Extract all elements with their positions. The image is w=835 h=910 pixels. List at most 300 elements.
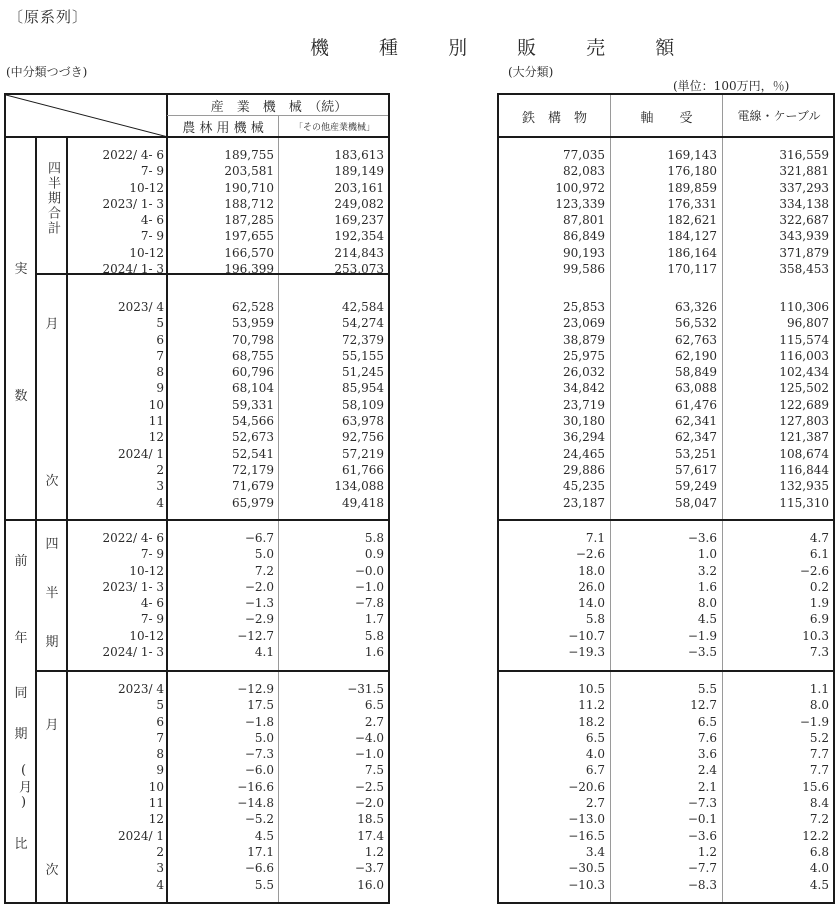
- column-bearing-actual-quarterly: [611, 147, 717, 277]
- table-cell: 10-12: [129, 180, 164, 195]
- table-cell: 62,763: [675, 332, 717, 347]
- table-cell: 322,687: [779, 213, 829, 228]
- table-cell: 71,679: [232, 479, 274, 494]
- table-cell: 5.5: [697, 682, 717, 696]
- column-other-yoy-quarterly: [280, 530, 384, 660]
- divider-horizontal: [167, 115, 388, 116]
- table-cell: −10.7: [568, 628, 605, 643]
- table-cell: −2.0: [354, 796, 384, 811]
- table-cell: 17.1: [247, 844, 274, 859]
- column-cable-actual-quarterly: [723, 147, 829, 277]
- table-cell: 214,843: [334, 245, 384, 260]
- page-title: 機 種 別 販 売 額: [310, 37, 697, 59]
- table-cell: 134,088: [334, 479, 384, 494]
- table-cell: 11: [148, 796, 164, 811]
- table-cell: 60,796: [232, 365, 274, 380]
- column-agri-actual-quarterly: [168, 147, 274, 277]
- table-cell: 7.7: [809, 747, 829, 762]
- table-cell: 5.2: [809, 730, 829, 745]
- table-cell: −16.5: [568, 828, 605, 843]
- table-cell: 110,306: [779, 300, 829, 314]
- table-cell: 334,138: [779, 196, 829, 211]
- section-divider: [6, 519, 388, 521]
- table-cell: 23,069: [563, 316, 605, 331]
- table-cell: 63,088: [675, 381, 717, 396]
- table-cell: 55,155: [342, 348, 384, 363]
- column-steel-actual-monthly: [499, 299, 605, 511]
- column-other-actual-monthly: [280, 299, 384, 511]
- table-cell: 10.5: [578, 682, 605, 696]
- label-yoy-6: 比: [14, 837, 28, 852]
- table-cell: 4- 6: [140, 596, 164, 611]
- table-cell: −7.7: [687, 861, 717, 876]
- table-cell: 59,331: [232, 397, 274, 412]
- table-cell: 68,104: [232, 381, 274, 396]
- table-cell: 2: [156, 844, 164, 859]
- label-month-top: 月: [45, 317, 59, 332]
- table-cell: 169,143: [667, 148, 717, 162]
- table-cell: 52,541: [232, 446, 274, 461]
- table-cell: 189,149: [334, 164, 384, 179]
- table-cell: 187,285: [224, 213, 274, 228]
- table-cell: 2.4: [697, 763, 717, 778]
- table-cell: 12: [148, 812, 164, 827]
- right-table: [497, 93, 835, 904]
- table-cell: 188,712: [224, 196, 274, 211]
- table-cell: 7.3: [809, 645, 829, 660]
- table-cell: 7- 9: [140, 164, 164, 179]
- unit-note: (単位：100万円，％): [673, 79, 790, 93]
- table-cell: 1.7: [364, 612, 384, 627]
- table-cell: 4.7: [809, 531, 829, 545]
- table-cell: 54,274: [342, 316, 384, 331]
- table-cell: 4.5: [254, 828, 274, 843]
- table-cell: −3.7: [354, 861, 384, 876]
- table-cell: 122,689: [779, 397, 829, 412]
- table-cell: −1.0: [354, 747, 384, 762]
- table-cell: −4.0: [354, 730, 384, 745]
- table-cell: 30,180: [563, 414, 605, 429]
- table-cell: 166,570: [224, 245, 274, 260]
- table-cell: 4: [156, 495, 164, 510]
- table-cell: 6.5: [697, 714, 717, 729]
- table-cell: −13.0: [568, 812, 605, 827]
- table-cell: 192,354: [334, 229, 384, 244]
- table-cell: 5.8: [364, 531, 384, 545]
- table-cell: 58,849: [675, 365, 717, 380]
- table-cell: 56,532: [675, 316, 717, 331]
- label-yoy-5: (月): [16, 763, 31, 812]
- table-cell: 90,193: [563, 245, 605, 260]
- table-cell: 316,559: [779, 148, 829, 162]
- table-cell: 176,331: [667, 196, 717, 211]
- table-cell: 196,399: [224, 262, 274, 277]
- column-cable-yoy-monthly: [723, 681, 829, 893]
- table-cell: 123,339: [555, 196, 605, 211]
- table-cell: 23,719: [563, 397, 605, 412]
- table-cell: 12.7: [690, 698, 717, 713]
- table-cell: 61,766: [342, 462, 384, 477]
- table-cell: 15.6: [802, 779, 829, 794]
- column-other-yoy-monthly: [280, 681, 384, 893]
- table-cell: 6.5: [364, 698, 384, 713]
- table-cell: 99,586: [563, 262, 605, 277]
- table-cell: 4: [156, 877, 164, 892]
- table-cell: 5.8: [364, 628, 384, 643]
- column-header-bearing: 軸 受: [640, 111, 693, 126]
- table-cell: 63,326: [675, 300, 717, 314]
- table-cell: 3.4: [585, 844, 605, 859]
- table-cell: −0.1: [687, 812, 717, 827]
- table-cell: 38,879: [563, 332, 605, 347]
- table-cell: 1.1: [809, 682, 829, 696]
- table-cell: 62,341: [675, 414, 717, 429]
- label-yoy-2: 年: [14, 631, 28, 646]
- label-yoy-quarter-1: 四: [45, 537, 59, 552]
- table-cell: 3.6: [697, 747, 717, 762]
- table-cell: 10: [148, 397, 164, 412]
- table-cell: −1.9: [799, 714, 829, 729]
- table-cell: 186,164: [667, 245, 717, 260]
- table-cell: 72,379: [342, 332, 384, 347]
- table-cell: −10.3: [568, 877, 605, 892]
- table-cell: 7.5: [364, 763, 384, 778]
- table-cell: 53,959: [232, 316, 274, 331]
- column-header-other: 「その他産業機械」: [293, 123, 375, 133]
- column-cable-actual-monthly: [723, 299, 829, 511]
- table-cell: 87,801: [563, 213, 605, 228]
- table-cell: 25,853: [563, 300, 605, 314]
- table-cell: 51,245: [342, 365, 384, 380]
- table-cell: −1.0: [354, 579, 384, 594]
- table-cell: 24,465: [563, 446, 605, 461]
- table-cell: −12.9: [237, 682, 274, 696]
- table-cell: 5.8: [585, 612, 605, 627]
- table-cell: −2.9: [244, 612, 274, 627]
- table-cell: −20.6: [568, 779, 605, 794]
- section-divider: [499, 519, 833, 521]
- table-cell: 249,082: [334, 196, 384, 211]
- table-cell: 58,109: [342, 397, 384, 412]
- group-header-industrial-machinery: 産 業 機 械 （続）: [210, 100, 348, 115]
- table-cell: 4.1: [254, 645, 274, 660]
- left-table: [4, 93, 390, 904]
- label-yoy-month-top: 月: [45, 718, 59, 733]
- table-cell: 203,161: [334, 180, 384, 195]
- table-cell: 12.2: [802, 828, 829, 843]
- table-cell: 7- 9: [140, 547, 164, 562]
- table-cell: 9: [156, 381, 164, 396]
- table-cell: 358,453: [779, 262, 829, 277]
- table-cell: 127,803: [779, 414, 829, 429]
- table-cell: 116,003: [779, 348, 829, 363]
- table-cell: 11: [148, 414, 164, 429]
- table-cell: 10.3: [802, 628, 829, 643]
- divider-vertical: [278, 116, 279, 902]
- table-cell: 189,755: [224, 148, 274, 162]
- table-cell: 49,418: [342, 495, 384, 510]
- table-cell: 8.0: [809, 698, 829, 713]
- table-cell: 10-12: [129, 245, 164, 260]
- table-cell: 100,972: [555, 180, 605, 195]
- table-cell: 23,187: [563, 495, 605, 510]
- table-cell: 17.5: [247, 698, 274, 713]
- table-cell: −0.0: [354, 563, 384, 578]
- table-cell: 77,035: [563, 148, 605, 162]
- table-cell: −3.6: [687, 531, 717, 545]
- table-cell: 2.7: [364, 714, 384, 729]
- table-cell: −2.5: [354, 779, 384, 794]
- table-cell: 18.2: [578, 714, 605, 729]
- table-cell: 9: [156, 763, 164, 778]
- column-steel-actual-quarterly: [499, 147, 605, 277]
- table-cell: 7- 9: [140, 229, 164, 244]
- table-cell: 115,310: [779, 495, 829, 510]
- table-cell: 8.4: [809, 796, 829, 811]
- table-cell: 253,073: [334, 262, 384, 277]
- table-cell: 36,294: [563, 430, 605, 445]
- header-diagonal-line: [6, 95, 168, 137]
- table-cell: 26,032: [563, 365, 605, 380]
- table-cell: 182,621: [667, 213, 717, 228]
- table-cell: 45,235: [563, 479, 605, 494]
- table-cell: 8.0: [697, 596, 717, 611]
- table-cell: 7.1: [585, 531, 605, 545]
- table-cell: 6.5: [585, 730, 605, 745]
- table-cell: 82,083: [563, 164, 605, 179]
- table-cell: 6.9: [809, 612, 829, 627]
- table-cell: −8.3: [687, 877, 717, 892]
- column-steel-yoy-monthly: [499, 681, 605, 893]
- table-cell: 86,849: [563, 229, 605, 244]
- table-cell: 8: [156, 747, 164, 762]
- table-cell: 4.5: [697, 612, 717, 627]
- table-cell: 2024/ 1: [117, 828, 164, 843]
- table-cell: 3.2: [697, 563, 717, 578]
- table-cell: 1.9: [809, 596, 829, 611]
- section-divider: [37, 670, 388, 672]
- table-cell: 62,190: [675, 348, 717, 363]
- table-cell: 0.9: [364, 547, 384, 562]
- table-cell: 65,979: [232, 495, 274, 510]
- table-cell: −7.3: [687, 796, 717, 811]
- table-cell: 11.2: [578, 698, 605, 713]
- table-cell: 184,127: [667, 229, 717, 244]
- table-cell: 12: [148, 430, 164, 445]
- table-cell: −3.6: [687, 828, 717, 843]
- table-cell: 7: [156, 730, 164, 745]
- table-cell: 96,807: [787, 316, 829, 331]
- table-cell: 2: [156, 462, 164, 477]
- period-list-actual-months: [68, 299, 164, 511]
- table-cell: 4- 6: [140, 213, 164, 228]
- table-cell: −19.3: [568, 645, 605, 660]
- table-cell: 18.0: [578, 563, 605, 578]
- table-cell: 1.6: [697, 579, 717, 594]
- table-cell: 2023/ 1- 3: [102, 196, 164, 211]
- column-agri-actual-monthly: [168, 299, 274, 511]
- table-cell: −12.7: [237, 628, 274, 643]
- table-cell: 2024/ 1- 3: [102, 645, 164, 660]
- table-cell: 1.2: [364, 844, 384, 859]
- table-cell: −7.3: [244, 747, 274, 762]
- table-cell: 6.8: [809, 844, 829, 859]
- table-cell: −5.2: [244, 812, 274, 827]
- table-cell: 132,935: [779, 479, 829, 494]
- header-bottom-line: [6, 136, 388, 138]
- table-cell: 2.7: [585, 796, 605, 811]
- table-cell: 6: [156, 332, 164, 347]
- table-cell: 2.1: [697, 779, 717, 794]
- label-month-bottom: 次: [45, 474, 59, 489]
- table-cell: 62,347: [675, 430, 717, 445]
- table-cell: 371,879: [779, 245, 829, 260]
- table-cell: −6.6: [244, 861, 274, 876]
- table-cell: 0.2: [809, 579, 829, 594]
- table-cell: 4.0: [585, 747, 605, 762]
- table-cell: −31.5: [347, 682, 384, 696]
- table-cell: 7.2: [809, 812, 829, 827]
- table-cell: 3: [156, 479, 164, 494]
- label-yoy-month-bottom: 次: [45, 863, 59, 878]
- table-cell: 14.0: [578, 596, 605, 611]
- table-cell: 57,617: [675, 462, 717, 477]
- table-cell: −1.3: [244, 596, 274, 611]
- table-cell: −2.6: [575, 547, 605, 562]
- table-cell: 7.6: [697, 730, 717, 745]
- table-cell: 7- 9: [140, 612, 164, 627]
- table-cell: 203,581: [224, 164, 274, 179]
- table-cell: 1.6: [364, 645, 384, 660]
- table-cell: 102,434: [779, 365, 829, 380]
- table-cell: 121,387: [779, 430, 829, 445]
- subtitle-middle-category: (中分類つづき): [6, 65, 88, 79]
- table-cell: 176,180: [667, 164, 717, 179]
- table-cell: 52,673: [232, 430, 274, 445]
- table-cell: 5.5: [254, 877, 274, 892]
- table-cell: 7.2: [254, 563, 274, 578]
- table-cell: 54,566: [232, 414, 274, 429]
- table-cell: −16.6: [237, 779, 274, 794]
- table-cell: 72,179: [232, 462, 274, 477]
- table-cell: −2.6: [799, 563, 829, 578]
- table-cell: 5.0: [254, 730, 274, 745]
- table-cell: 2023/ 4: [117, 682, 164, 696]
- table-cell: 10-12: [129, 563, 164, 578]
- table-cell: 57,219: [342, 446, 384, 461]
- table-cell: 337,293: [779, 180, 829, 195]
- table-cell: 1.2: [697, 844, 717, 859]
- table-cell: 16.0: [357, 877, 384, 892]
- table-cell: −1.9: [687, 628, 717, 643]
- table-cell: 189,859: [667, 180, 717, 195]
- table-cell: 29,886: [563, 462, 605, 477]
- table-cell: 183,613: [334, 148, 384, 162]
- table-cell: 5: [156, 316, 164, 331]
- table-cell: 5.0: [254, 547, 274, 562]
- label-actual-1: 実: [14, 262, 28, 277]
- table-cell: 18.5: [357, 812, 384, 827]
- period-list-yoy-months: [68, 681, 164, 893]
- table-cell: 3: [156, 861, 164, 876]
- table-cell: 197,655: [224, 229, 274, 244]
- table-cell: −2.0: [244, 579, 274, 594]
- table-cell: −6.0: [244, 763, 274, 778]
- table-cell: 2023/ 4: [117, 300, 164, 314]
- table-cell: 6.1: [809, 547, 829, 562]
- table-cell: 17.4: [357, 828, 384, 843]
- column-other-actual-quarterly: [280, 147, 384, 277]
- table-cell: 68,755: [232, 348, 274, 363]
- table-cell: 2022/ 4- 6: [102, 531, 164, 545]
- table-cell: 42,584: [342, 300, 384, 314]
- table-cell: 34,842: [563, 381, 605, 396]
- header-bottom-line: [499, 136, 833, 138]
- table-cell: 62,528: [232, 300, 274, 314]
- column-cable-yoy-quarterly: [723, 530, 829, 660]
- table-cell: 4.5: [809, 877, 829, 892]
- table-cell: 2024/ 1- 3: [102, 262, 164, 277]
- column-bearing-yoy-monthly: [611, 681, 717, 893]
- section-divider: [499, 670, 833, 672]
- table-cell: 1.0: [697, 547, 717, 562]
- table-cell: 25,975: [563, 348, 605, 363]
- column-header-steel: 鉄 構 物: [521, 111, 587, 126]
- label-yoy-1: 前: [14, 554, 28, 569]
- column-agri-yoy-quarterly: [168, 530, 274, 660]
- table-cell: 2024/ 1: [117, 446, 164, 461]
- table-cell: −3.5: [687, 645, 717, 660]
- series-label: 〔原系列〕: [8, 8, 89, 26]
- table-cell: 63,978: [342, 414, 384, 429]
- table-cell: −7.8: [354, 596, 384, 611]
- table-cell: 7: [156, 348, 164, 363]
- table-cell: 61,476: [675, 397, 717, 412]
- table-cell: −1.8: [244, 714, 274, 729]
- table-cell: 116,844: [779, 462, 829, 477]
- table-cell: 2022/ 4- 6: [102, 148, 164, 162]
- table-cell: 58,047: [675, 495, 717, 510]
- table-cell: 108,674: [779, 446, 829, 461]
- table-cell: 5: [156, 698, 164, 713]
- label-quarterly-total: 四半期合計: [45, 161, 60, 236]
- column-bearing-yoy-quarterly: [611, 530, 717, 660]
- label-yoy-quarter-2: 半: [45, 586, 59, 601]
- table-cell: 10: [148, 779, 164, 794]
- table-cell: 85,954: [342, 381, 384, 396]
- table-cell: 2023/ 1- 3: [102, 579, 164, 594]
- table-cell: 4.0: [809, 861, 829, 876]
- table-cell: 7.7: [809, 763, 829, 778]
- table-cell: −30.5: [568, 861, 605, 876]
- table-cell: 125,502: [779, 381, 829, 396]
- table-cell: 169,237: [334, 213, 384, 228]
- table-cell: 115,574: [779, 332, 829, 347]
- table-cell: 8: [156, 365, 164, 380]
- table-cell: 59,249: [675, 479, 717, 494]
- table-cell: 321,881: [779, 164, 829, 179]
- table-cell: −6.7: [244, 531, 274, 545]
- table-cell: 6: [156, 714, 164, 729]
- table-cell: 170,117: [667, 262, 717, 277]
- label-yoy-quarter-3: 期: [45, 635, 59, 650]
- table-cell: 343,939: [779, 229, 829, 244]
- label-yoy-4: 期: [14, 727, 28, 742]
- column-header-agri: 農 林 用 機 械: [182, 121, 264, 136]
- label-yoy-3: 同: [14, 686, 28, 701]
- column-header-cable: 電線・ケーブル: [737, 109, 821, 123]
- period-list-actual-quarters: [68, 147, 164, 277]
